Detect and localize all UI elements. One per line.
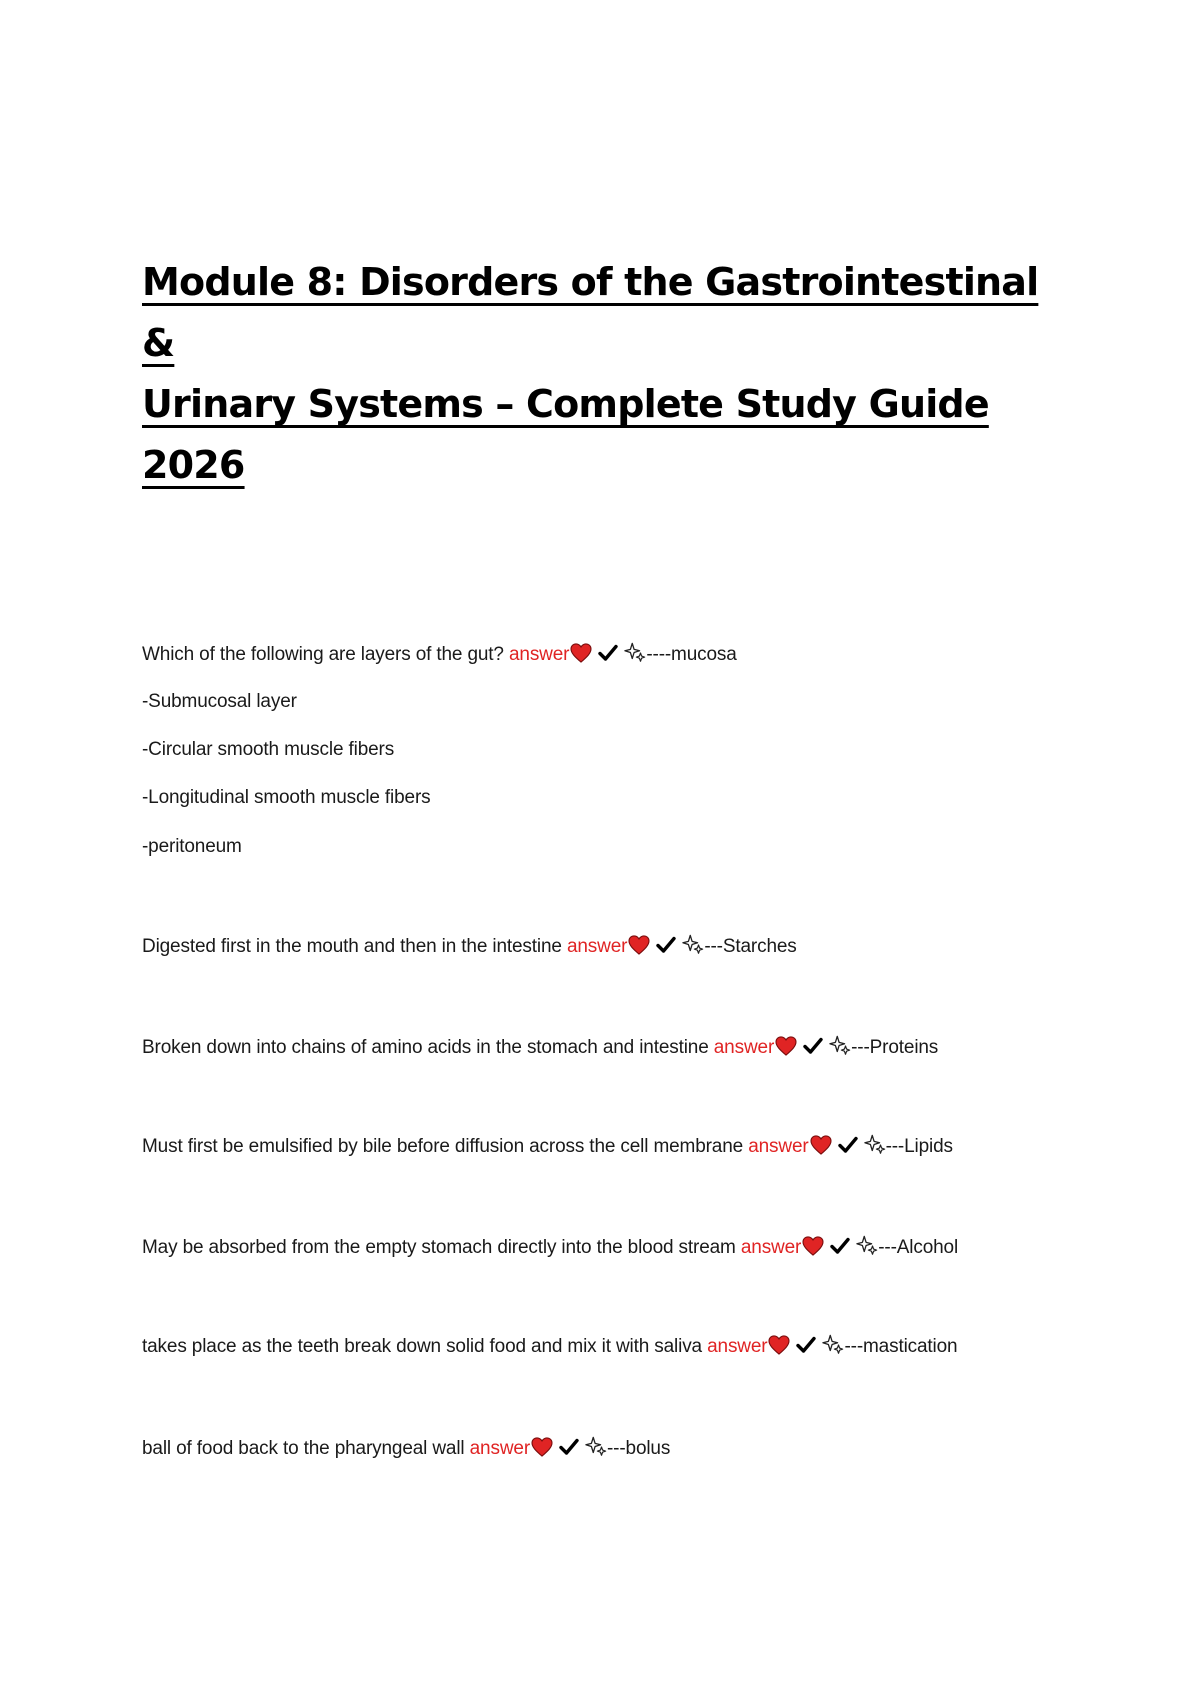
- check-icon: [796, 1336, 816, 1354]
- heart-icon: [628, 935, 650, 955]
- answer-continuation: -Submucosal layer: [142, 691, 297, 712]
- question-text: ball of food back to the pharyngeal wall: [142, 1438, 465, 1459]
- check-icon: [830, 1237, 850, 1255]
- qa-item: [142, 1334, 957, 1359]
- qa-item: [142, 1235, 958, 1260]
- heart-icon: [768, 1335, 790, 1355]
- heart-icon: [810, 1135, 832, 1155]
- answer-label: answer: [469, 1438, 530, 1459]
- answer-label: answer: [707, 1336, 768, 1357]
- check-icon: [559, 1438, 579, 1456]
- qa-item: [142, 642, 737, 667]
- check-icon: [598, 644, 618, 662]
- title-line-1: Module 8: Disorders of the Gastrointestinal &: [142, 260, 1039, 365]
- sparkle-icon: [585, 1436, 607, 1458]
- question-text: takes place as the teeth break down solid food and mix it with saliva: [142, 1336, 702, 1357]
- answer-label: answer: [740, 1237, 802, 1258]
- check-icon: [803, 1037, 823, 1055]
- answer-continuation: -Circular smooth muscle fibers: [142, 739, 395, 760]
- question-text: Which of the following are layers of the gut?: [142, 644, 504, 665]
- answer-label: answer: [566, 936, 628, 957]
- answer-text: ----mucosa: [646, 644, 737, 665]
- answer-label: answer: [508, 644, 570, 665]
- qa-item: [142, 1035, 938, 1060]
- qa-item: [142, 934, 797, 959]
- answer-text: ---Proteins: [851, 1037, 939, 1058]
- question-text: May be absorbed from the empty stomach directly into the blood stream: [142, 1237, 736, 1258]
- sparkle-icon: [864, 1134, 886, 1156]
- qa-item: [142, 1134, 953, 1159]
- title-line-2: Urinary Systems – Complete Study Guide 2026: [142, 382, 989, 487]
- answer-text: ---mastication: [844, 1336, 958, 1357]
- answer-text: ---bolus: [607, 1438, 671, 1459]
- answer-continuation: -peritoneum: [142, 836, 242, 857]
- answer-continuation: -Longitudinal smooth muscle fibers: [142, 787, 431, 808]
- heart-icon: [531, 1437, 553, 1457]
- qa-item: [142, 1436, 670, 1461]
- heart-icon: [570, 643, 592, 663]
- sparkle-icon: [822, 1334, 844, 1356]
- sparkle-icon: [856, 1235, 878, 1257]
- answer-label: answer: [748, 1136, 809, 1157]
- heart-icon: [802, 1236, 824, 1256]
- question-text: Digested first in the mouth and then in the intestine: [142, 936, 562, 957]
- heart-icon: [775, 1036, 797, 1056]
- check-icon: [656, 936, 676, 954]
- check-icon: [838, 1136, 858, 1154]
- sparkle-icon: [829, 1035, 851, 1057]
- answer-text: ---Alcohol: [878, 1237, 959, 1258]
- answer-text: ---Starches: [704, 936, 797, 957]
- answer-label: answer: [713, 1037, 775, 1058]
- sparkle-icon: [682, 934, 704, 956]
- sparkle-icon: [624, 642, 646, 664]
- page-title: [142, 252, 1042, 496]
- answer-text: ---Lipids: [885, 1136, 953, 1157]
- question-text: Must first be emulsified by bile before diffusion across the cell membrane: [142, 1136, 744, 1157]
- question-text: Broken down into chains of amino acids in the stomach and intestine: [142, 1037, 709, 1058]
